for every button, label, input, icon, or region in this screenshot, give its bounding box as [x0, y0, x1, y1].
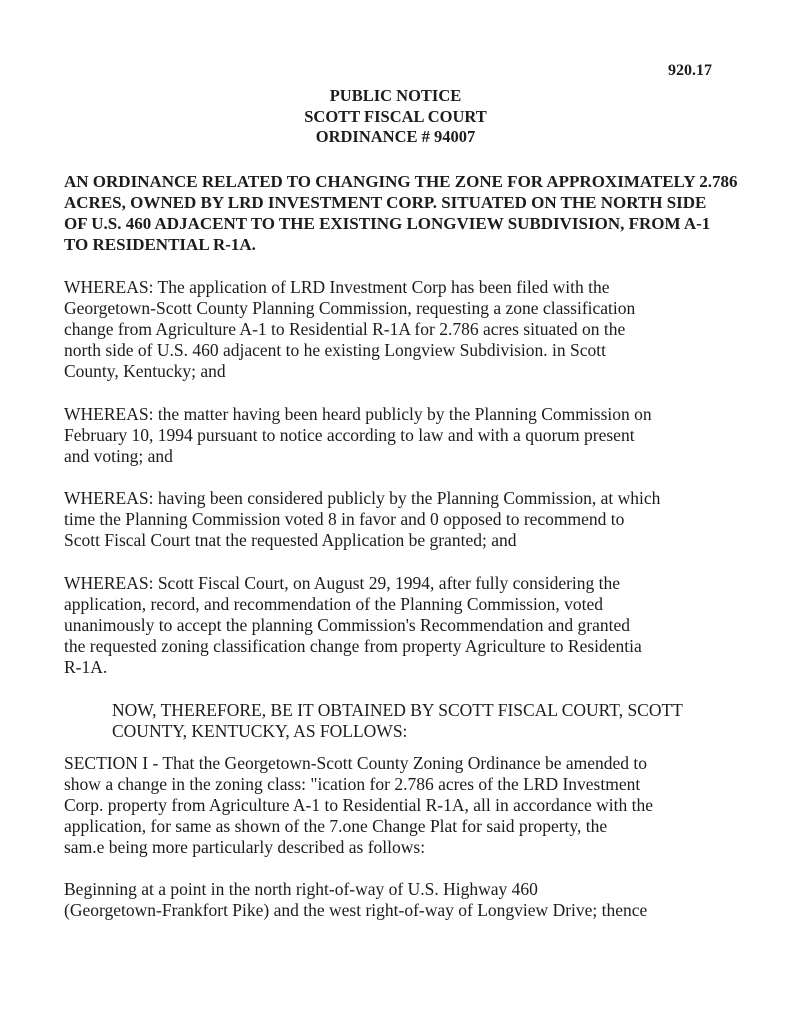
- beginning-description-paragraph: [64, 879, 647, 921]
- paragraph-line: Beginning at a point in the north right-of-way of U.S. Highway 460: [64, 879, 538, 899]
- paragraph-line: R-1A.: [64, 657, 108, 677]
- ordinance-title: [64, 171, 737, 255]
- whereas-vote-paragraph: [64, 488, 660, 551]
- paragraph-line: and voting; and: [64, 446, 173, 466]
- heading-line: PUBLIC NOTICE: [329, 86, 462, 105]
- paragraph-line: the requested zoning classification change from property Agriculture to Residentia: [64, 636, 642, 656]
- paragraph-line: application, for same as shown of the 7.one Change Plat for said property, the: [64, 816, 608, 836]
- paragraph-line: WHEREAS: the matter having been heard publicly by the Planning Commission on: [64, 404, 652, 424]
- paragraph-line: show a change in the zoning class: "ication for 2.786 acres of the LRD Investment: [64, 774, 641, 794]
- whereas-hearing-paragraph: [64, 404, 652, 467]
- paragraph-line: WHEREAS: The application of LRD Investment Corp has been filed with the: [64, 277, 610, 297]
- paragraph-line: Corp. property from Agriculture A-1 to Residential R-1A, all in accordance with the: [64, 795, 654, 815]
- paragraph-line: COUNTY, KENTUCKY, AS FOLLOWS:: [112, 721, 408, 741]
- paragraph-line: County, Kentucky; and: [64, 361, 226, 381]
- title-line: OF U.S. 460 ADJACENT TO THE EXISTING LONGVIEW SUBDIVISION, FROM A-1: [64, 214, 711, 233]
- paragraph-line: WHEREAS: Scott Fiscal Court, on August 29, 1994, after fully considering the: [64, 573, 621, 593]
- paragraph-line: (Georgetown-Frankfort Pike) and the west right-of-way of Longview Drive; thence: [64, 900, 648, 920]
- title-line: ACRES, OWNED BY LRD INVESTMENT CORP. SITUATED ON THE NORTH SIDE: [64, 193, 707, 212]
- heading-line: SCOTT FISCAL COURT: [304, 106, 487, 126]
- whereas-application-paragraph: [64, 277, 635, 382]
- title-line: AN ORDINANCE RELATED TO CHANGING THE ZONE FOR APPROXIMATELY 2.786: [64, 172, 738, 191]
- page-number: 920.17: [668, 62, 712, 79]
- section-one-paragraph: [64, 753, 653, 858]
- paragraph-line: Georgetown-Scott County Planning Commission, requesting a zone classification: [64, 298, 636, 318]
- paragraph-line: time the Planning Commission voted 8 in favor and 0 opposed to recommend to: [64, 509, 625, 529]
- title-line: TO RESIDENTIAL R-1A.: [64, 235, 256, 254]
- paragraph-line: February 10, 1994 pursuant to notice according to law and with a quorum present: [64, 425, 635, 445]
- paragraph-line: NOW, THEREFORE, BE IT OBTAINED BY SCOTT FISCAL COURT, SCOTT: [112, 700, 683, 720]
- paragraph-line: change from Agriculture A-1 to Residential R-1A for 2.786 acres situated on the: [64, 319, 626, 339]
- paragraph-line: application, record, and recommendation of the Planning Commission, voted: [64, 594, 603, 614]
- paragraph-line: unanimously to accept the planning Commission's Recommendation and granted: [64, 615, 630, 635]
- notice-heading: [0, 86, 791, 148]
- paragraph-line: sam.e being more particularly described as follows:: [64, 837, 426, 857]
- heading-line: ORDINANCE # 94007: [315, 127, 476, 146]
- paragraph-line: Scott Fiscal Court tnat the requested Application be granted; and: [64, 530, 517, 550]
- paragraph-line: north side of U.S. 460 adjacent to he existing Longview Subdivision. in Scott: [64, 340, 606, 360]
- paragraph-line: WHEREAS: having been considered publicly by the Planning Commission, at which: [64, 488, 661, 508]
- whereas-fiscal-court-paragraph: [64, 573, 642, 678]
- paragraph-line: SECTION I - That the Georgetown-Scott County Zoning Ordinance be amended to: [64, 753, 648, 773]
- now-therefore-paragraph: [64, 700, 683, 742]
